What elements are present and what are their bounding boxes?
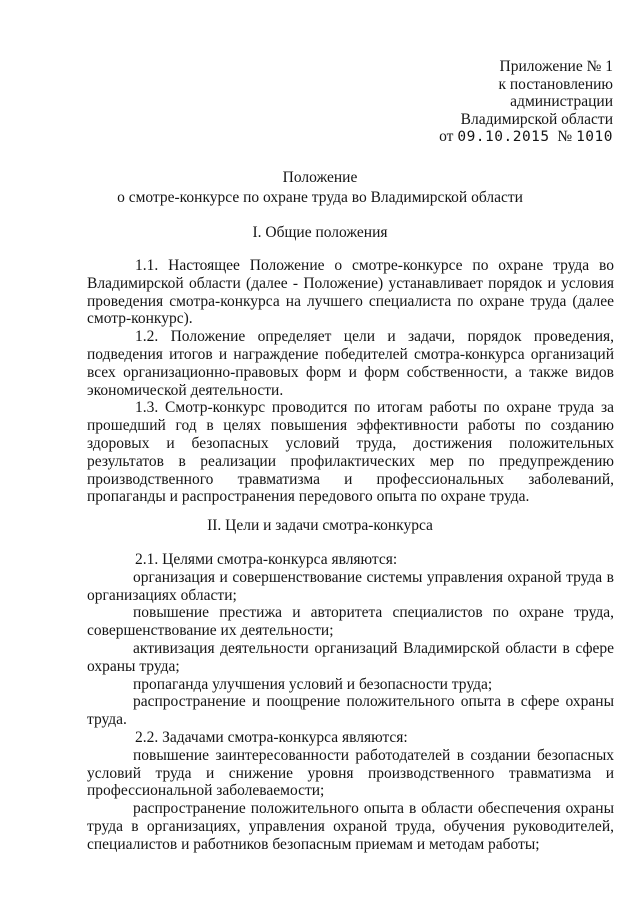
- paragraph: 1.3. Смотр-конкурс проводится по итогам работы по охране труда за прошедший год в целях повышения эффективности работы по созданию здоровых и безопасных условий труда, достижения положительных результатов в реализации профилактических мер по предупреждению производственного травматизма и профессиональных заболеваний, пропаганды и распространения передового опыта по охране труда.: [87, 399, 614, 506]
- paragraph: распространение положительного опыта в области обеспечения охраны труда в организациях, управления охраной труда, обучения руководителей, специалистов и работников безопасным приемам и методам работы;: [87, 800, 614, 853]
- appendix-date-line: [439, 128, 613, 147]
- date-value: 09.10.2015: [457, 129, 550, 145]
- appendix-line-2: к постановлению: [498, 75, 613, 93]
- number-value: 1010: [576, 129, 613, 145]
- section-2-heading: II. Цели и задачи смотра-конкурса: [207, 517, 433, 534]
- paragraph: организация и совершенствование системы управления охраной труда в организациях области;: [87, 568, 614, 604]
- paragraph: 1.1. Настоящее Положение о смотре-конкурсе по охране труда во Владимирской области (далее - Положение) устанавливает порядок и условия проведения смотра-конкурса на лучшего специалиста по охране труда (далее смотр-конкурс).: [87, 257, 614, 328]
- document-title: [0, 168, 640, 208]
- paragraph: 2.1. Целями смотра-конкурса являются:: [135, 551, 398, 568]
- appendix-line-3: администрации: [510, 93, 613, 110]
- paragraph: распространение и поощрение положительного опыта в сфере охраны труда.: [87, 693, 614, 729]
- number-prefix: №: [557, 128, 573, 145]
- title-line-2: о смотре-конкурсе по охране труда во Владимирской области: [117, 189, 523, 206]
- appendix-block: [439, 58, 613, 147]
- appendix-line-1: Приложение № 1: [499, 58, 613, 75]
- section-2-body: [87, 551, 614, 854]
- paragraph: 1.2. Положение определяет цели и задачи, порядок проведения, подведения итогов и награждение победителей смотра-конкурса организаций всех организационно-правовых форм и форм собственности, а также видов экономической деятельности.: [87, 328, 614, 399]
- paragraph: 2.2. Задачами смотра-конкурса являются:: [135, 728, 408, 746]
- paragraph: активизация деятельности организаций Владимирской области в сфере охраны труда;: [87, 639, 614, 675]
- appendix-line-4: Владимирской области: [460, 110, 613, 128]
- section-1-body: [87, 257, 614, 506]
- section-1-heading: I. Общие положения: [252, 224, 388, 241]
- title-line-1: Положение: [282, 169, 358, 186]
- paragraph: повышение заинтересованности работодателей в создании безопасных условий труда и снижение уровня производственного травматизма и профессиональной заболеваемости;: [87, 746, 614, 800]
- paragraph: пропаганда улучшения условий и безопасности труда;: [133, 675, 493, 693]
- paragraph: повышение престижа и авторитета специалистов по охране труда, совершенствование их деятельности;: [87, 604, 614, 640]
- date-prefix: от: [439, 128, 454, 145]
